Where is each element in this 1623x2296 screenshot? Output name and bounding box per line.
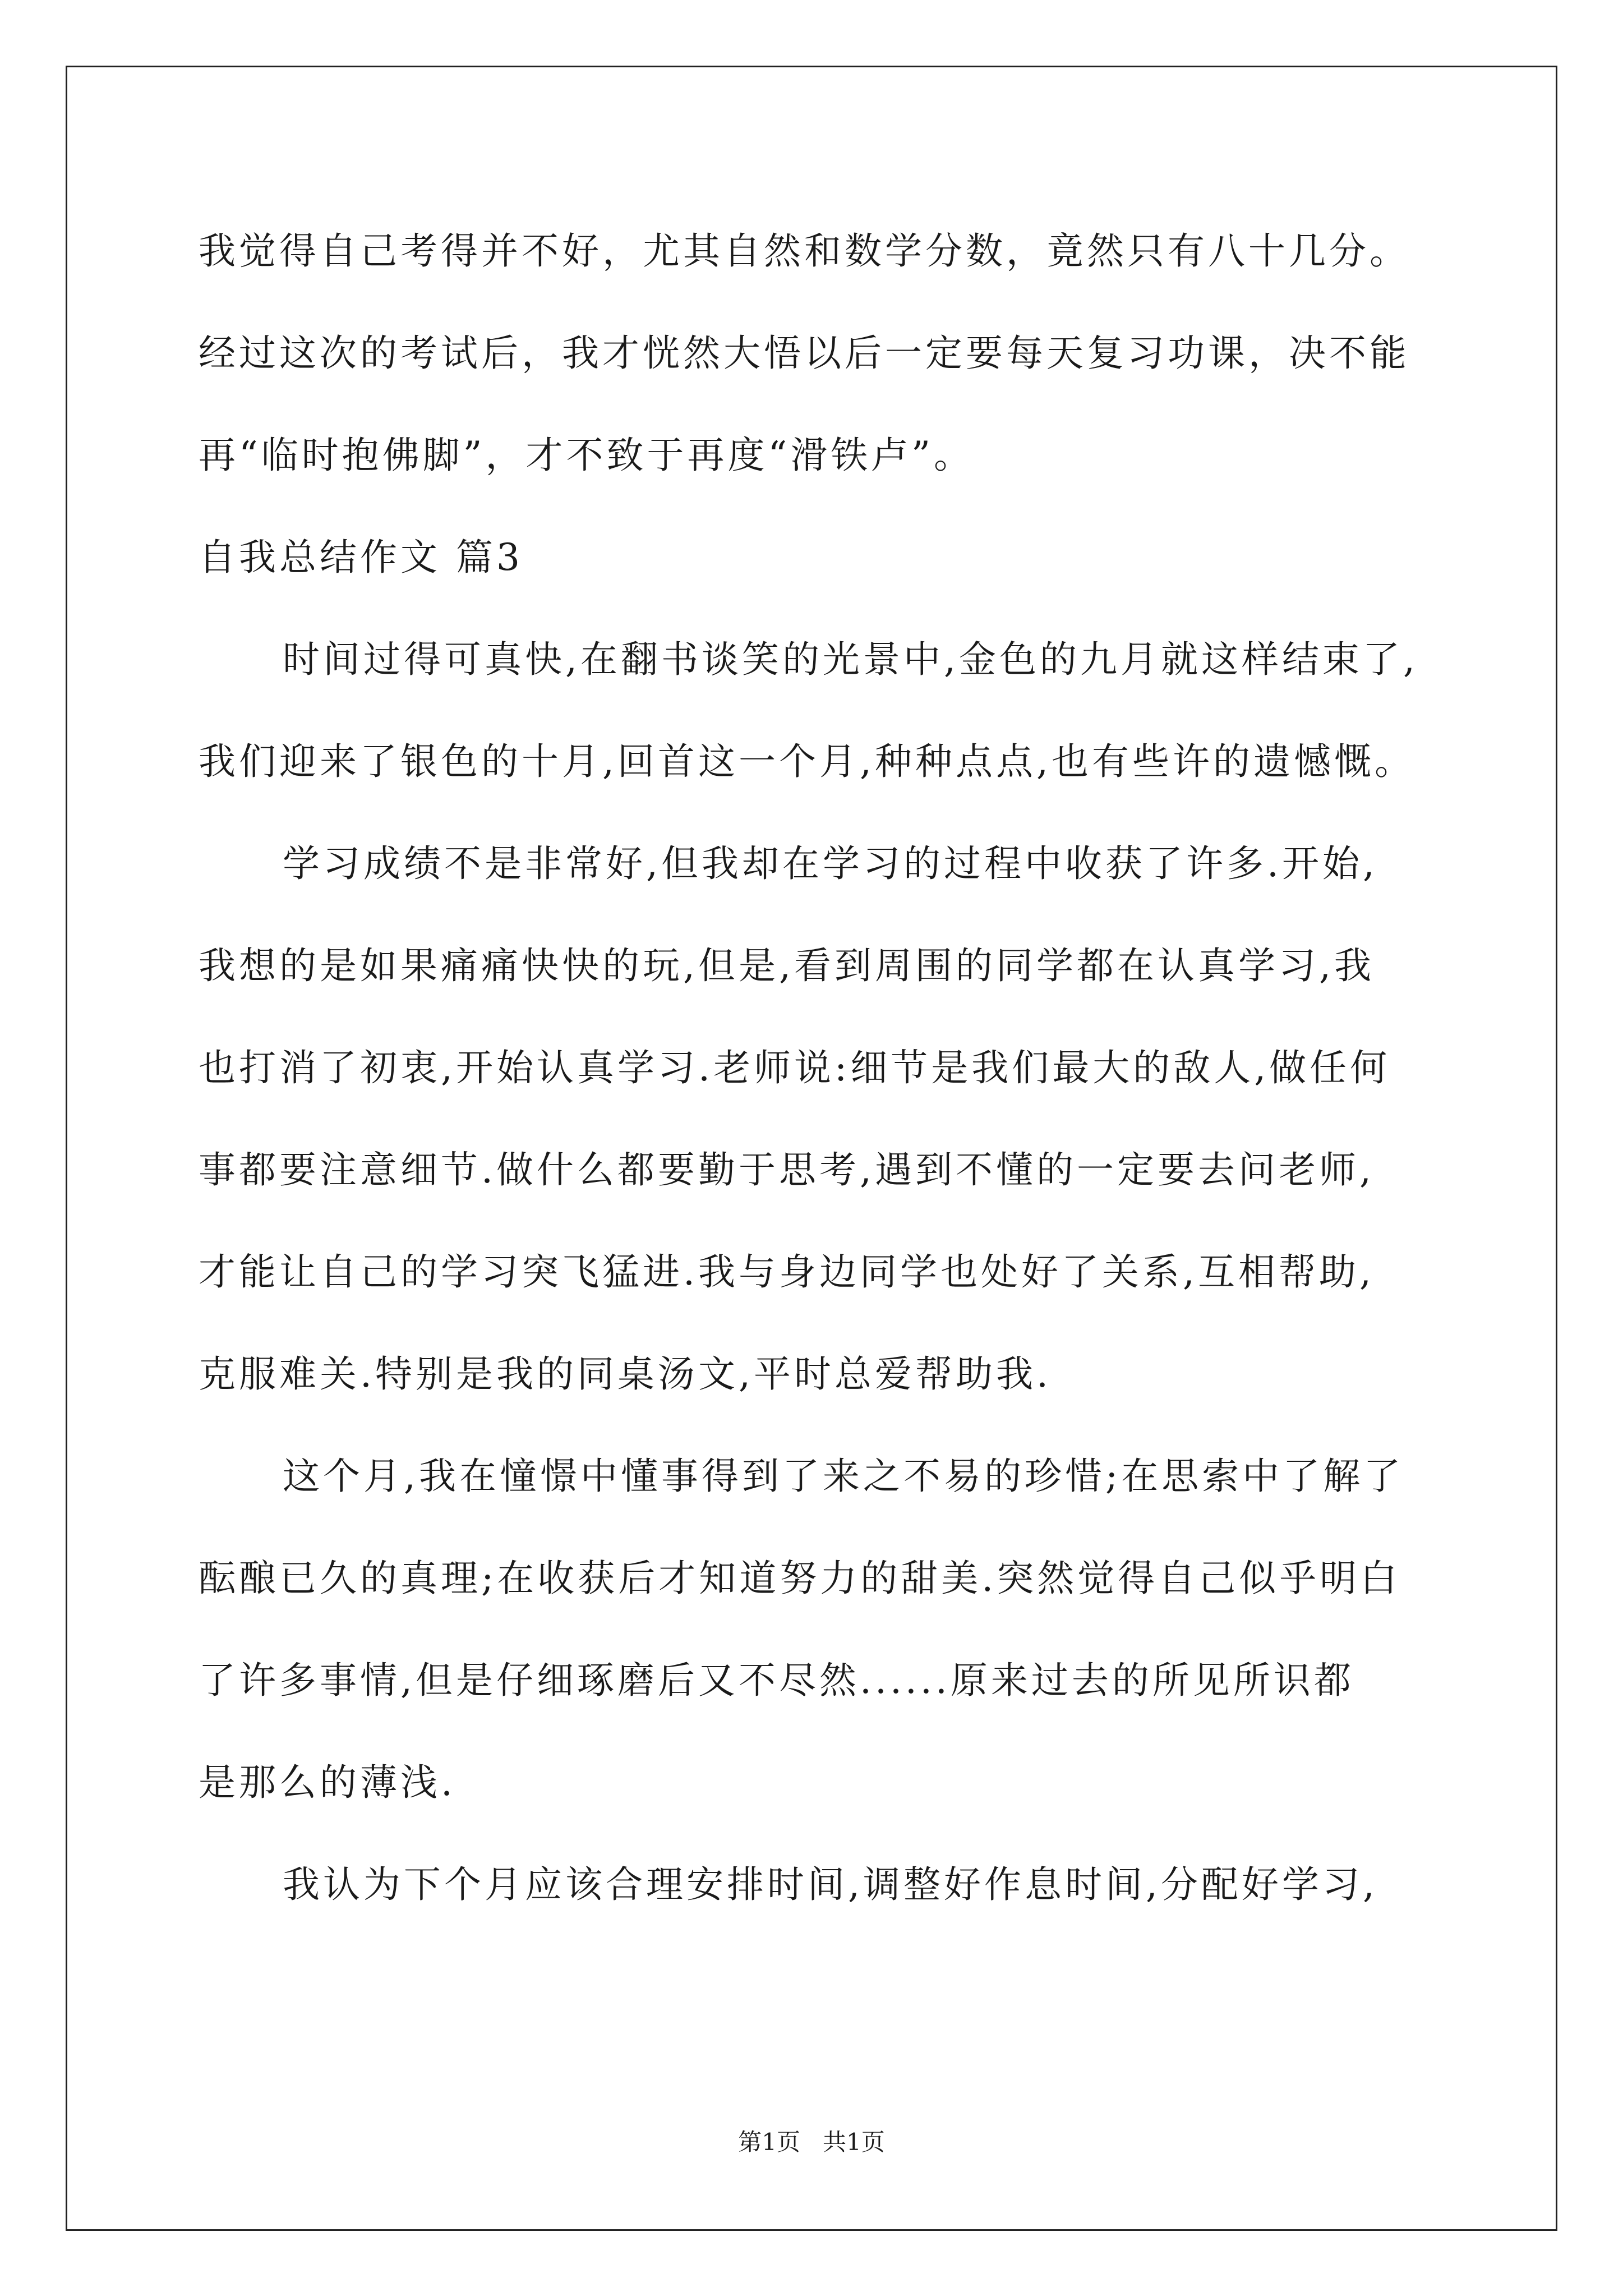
body-line-17: 我认为下个月应该合理安排时间,调整好作息时间,分配好学习, xyxy=(283,1863,1378,1906)
body-line-12: 克服难关.特别是我的同桌汤文,平时总爱帮助我. xyxy=(199,1352,1052,1396)
body-line-7: 学习成绩不是非常好,但我却在学习的过程中收获了许多.开始, xyxy=(283,842,1378,885)
body-line-6: 我们迎来了银色的十月,回首这一个月,种种点点,也有些许的遗憾慨。 xyxy=(199,740,1415,783)
body-line-11: 才能让自己的学习突飞猛进.我与身边同学也处好了关系,互相帮助, xyxy=(199,1250,1375,1294)
body-line-15: 了许多事情,但是仔细琢磨后又不尽然......原来过去的所见所识都 xyxy=(199,1659,1354,1702)
body-line-8: 我想的是如果痛痛快快的玩,但是,看到周围的同学都在认真学习,我 xyxy=(199,944,1375,987)
section-heading: 自我总结作文 篇3 xyxy=(199,536,523,579)
body-line-10: 事都要注意细节.做什么都要勤于思考,遇到不懂的一定要去问老师, xyxy=(199,1148,1375,1191)
body-line-3: 再“临时抱佛脚”，才不致于再度“滑铁卢”。 xyxy=(199,434,974,477)
body-line-13: 这个月,我在憧憬中懂事得到了来之不易的珍惜;在思索中了解了 xyxy=(283,1455,1404,1498)
body-line-14: 酝酿已久的真理;在收获后才知道努力的甜美.突然觉得自己似乎明白 xyxy=(199,1557,1401,1600)
body-line-16: 是那么的薄浅. xyxy=(199,1761,456,1804)
body-line-5: 时间过得可真快,在翻书谈笑的光景中,金色的九月就这样结束了, xyxy=(283,638,1418,681)
page-footer: 第1页 共1页 xyxy=(738,2128,885,2156)
body-line-1: 我觉得自己考得并不好，尤其自然和数学分数，竟然只有八十几分。 xyxy=(199,229,1410,273)
body-line-2: 经过这次的考试后，我才恍然大悟以后一定要每天复习功课，决不能 xyxy=(199,332,1410,375)
body-line-9: 也打消了初衷,开始认真学习.老师说:细节是我们最大的敌人,做任何 xyxy=(199,1046,1391,1089)
